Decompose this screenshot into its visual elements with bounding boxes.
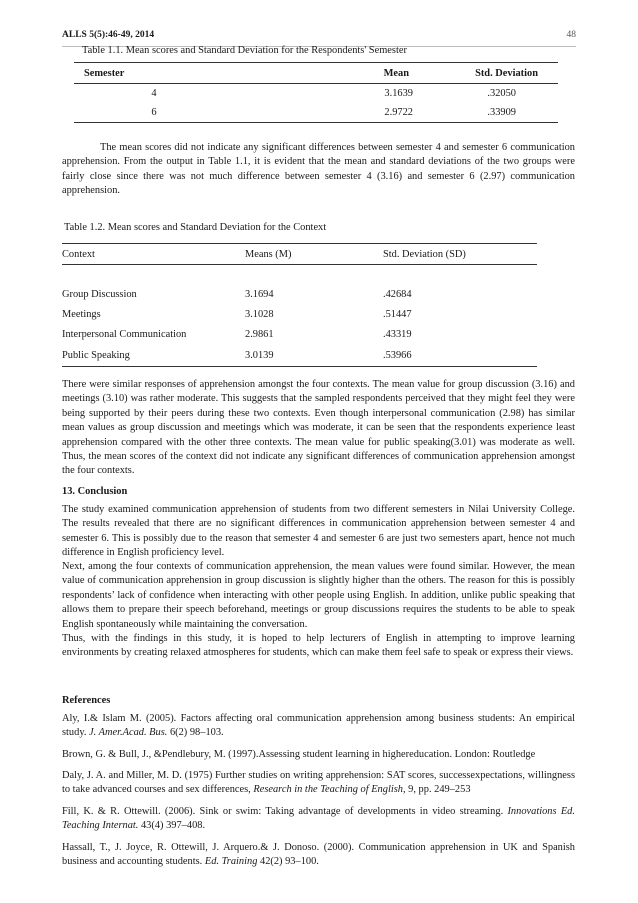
table-cell: .51447 [383, 308, 412, 320]
table-cell: .42684 [383, 288, 412, 300]
table-cell: 3.1639 [384, 88, 413, 99]
table-row [74, 103, 558, 123]
paragraph-context-results: There were similar responses of apprehension amongst the four contexts. The mean value for group discussion (3.16) and meetings (3.10) was rather moderate. This suggests that the sampled respondents perceived that they might feel they were being supported by their peers during these two contexts. Even though interpersonal communication (2.98) has similar mean values as group discussion and meetings which was moderate, it can be seen that the respondents experience least apprehension compared with the other three contexts. The mean value for public speaking(3.01) was moderate as well. Thus, the mean scores of the context did not indicate any significant differences of communication apprehension amongst the four contexts. [62, 379, 575, 477]
conclusion-paragraph-3: Thus, with the findings in this study, it is hoped to help lecturers of English in attempting to improve learning environments by creating relaxed atmospheres for students, which can make them feel safe to speak or express their views. [62, 633, 575, 659]
reference-item: Fill, K. & R. Ottewill. (2006). Sink or swim: Taking advantage of developments in video streaming. Innovations Ed. Teaching Internat. 43(4) 397–408. [62, 806, 575, 832]
table-cell: .53966 [383, 344, 537, 367]
table-cell: Group Discussion [62, 288, 137, 300]
column-header: Context [62, 244, 245, 265]
table-row [62, 324, 537, 344]
table-cell: .32050 [487, 88, 516, 99]
column-header: Semester [74, 63, 234, 84]
table-cell: 3.0139 [245, 344, 383, 367]
journal-citation: ALLS 5(5):46-49, 2014 [62, 30, 155, 40]
column-header: Means (M) [245, 244, 383, 265]
reference-item: Hassall, T., J. Joyce, R. Ottewill, J. Arquero.& J. Donoso. (2000). Communication apprehension in UK and Spanish business and accounting students. Ed. Training 42(2) 93–100. [62, 842, 575, 868]
table-cell: Public Speaking [62, 344, 245, 367]
conclusion-heading: 13. Conclusion [62, 486, 128, 497]
table-header-row [74, 63, 558, 84]
table-cell: 4 [151, 88, 157, 99]
column-header: Std. Deviation [431, 63, 558, 84]
table-cell: 3.1028 [245, 308, 274, 320]
table1-caption: Table 1.1. Mean scores and Standard Deviation for the Respondents' Semester [82, 45, 407, 56]
table-row [62, 304, 537, 324]
reference-item: Brown, G. & Bull, J., &Pendlebury, M. (1997).Assessing student learning in highereducation. London: Routledge [62, 749, 536, 760]
table-header-row [62, 244, 537, 265]
table-row [62, 344, 537, 367]
table-cell: Meetings [62, 308, 101, 320]
references-heading: References [62, 695, 111, 706]
table-row [62, 284, 537, 304]
table-cell: .43319 [383, 328, 412, 340]
table-cell: 6 [74, 103, 234, 123]
table-cell: 3.1694 [245, 288, 274, 300]
semester-table [74, 62, 558, 123]
table-cell: 2.9722 [234, 103, 431, 123]
conclusion-paragraph-1: The study examined communication apprehension of students from two different semesters in Nilai University College. The results revealed that there are no significant differences in communication apprehension between semester 4 and semester 6. This is possibly due to the reason that semester 4 and semester 6 are just two semesters apart, hence not much difference in English proficiency level. [62, 504, 575, 559]
table-row [74, 84, 558, 104]
reference-item: Daly, J. A. and Miller, M. D. (1975) Further studies on writing apprehension: SAT scores, successexpectations, willingness to take advanced courses and sex differences, Research in the Teaching of English, 9, pp. 249–253 [62, 770, 575, 796]
table2-caption: Table 1.2. Mean scores and Standard Deviation for the Context [64, 222, 327, 233]
table-spacer-row [62, 265, 537, 285]
context-table [62, 243, 537, 367]
reference-item: Aly, I.& Islam M. (2005). Factors affecting oral communication apprehension among business students: An empirical study. J. Amer.Acad. Bus. 6(2) 98–103. [62, 713, 575, 739]
conclusion-paragraph-2: Next, among the four contexts of communication apprehension, the mean values were found similar. However, the mean value of communication apprehension in group discussion is slightly higher than the others. The reason for this is possibly respondents’ lack of confidence when interacting with other people using English. In addition, unlike public speaking that allows them to prepare their speech beforehand, meetings or group discussions requires the students to be able to speak English spontaneously while maintaining the conversation. [62, 561, 575, 630]
column-header: Std. Deviation (SD) [383, 244, 537, 265]
table-cell: 2.9861 [245, 328, 274, 340]
paragraph-semester-results: The mean scores did not indicate any significant differences between semester 4 and semester 6 communication apprehension. From the output in Table 1.1, it is evident that the mean and standard deviations of the two groups were fairly close since there was not much difference between semester 4 (3.16) and semester 6 (2.97) communication apprehension. [62, 142, 575, 197]
table-cell: Interpersonal Communication [62, 328, 187, 340]
column-header: Mean [234, 63, 431, 84]
table-cell: .33909 [431, 103, 558, 123]
page-number: 48 [566, 30, 576, 40]
